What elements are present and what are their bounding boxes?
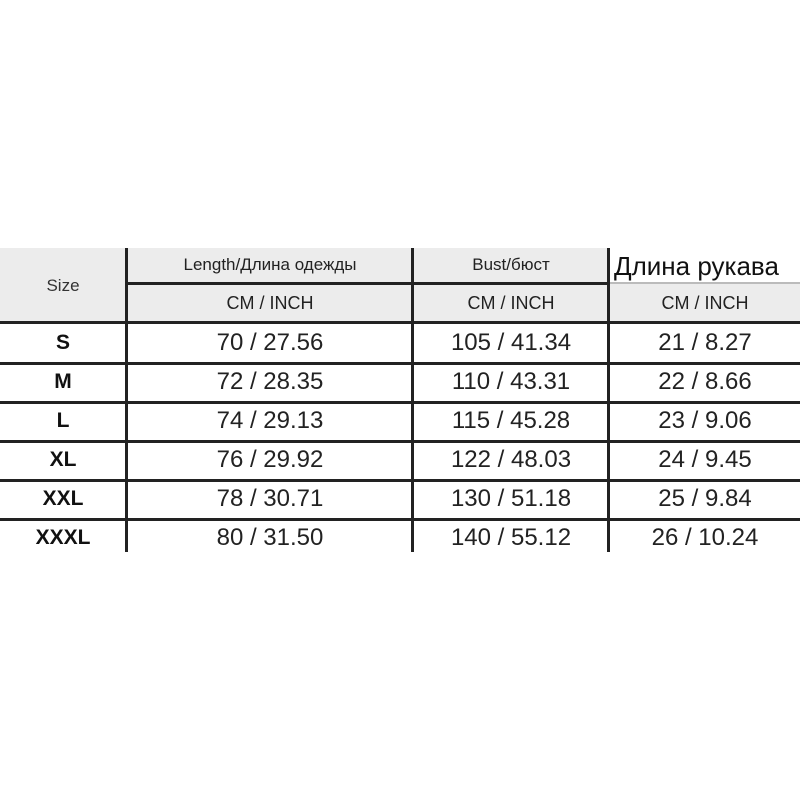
header-divider	[414, 282, 608, 285]
bust-cell: 115 / 45.28	[451, 407, 571, 434]
header-divider	[128, 282, 412, 285]
table-row	[0, 324, 800, 362]
table-row	[0, 363, 800, 401]
length-column-header: Length/Длина одежды	[183, 255, 357, 274]
size-cell: XXXL	[35, 526, 91, 549]
bust-cell: 140 / 55.12	[450, 524, 572, 551]
table-row	[0, 519, 800, 557]
bust-cell: 105 / 41.34	[450, 329, 572, 356]
sleeve-cell: 21 / 8.27	[658, 329, 752, 356]
bust-column-header: Bust/бюст	[472, 255, 550, 274]
size-cell: M	[54, 370, 72, 393]
sleeve-cell: 23 / 9.06	[658, 407, 752, 434]
size-cell: L	[56, 409, 70, 432]
bust-cell: 122 / 48.03	[450, 446, 572, 473]
size-cell: XXL	[42, 487, 84, 510]
length-cell: 74 / 29.13	[216, 407, 324, 434]
bust-cell: 130 / 51.18	[450, 485, 572, 512]
size-cell: S	[55, 331, 70, 354]
length-cell: 72 / 28.35	[216, 368, 324, 395]
bust-unit-header: CM / INCH	[467, 292, 555, 313]
length-cell: 76 / 29.92	[216, 446, 324, 473]
table-row	[0, 402, 800, 440]
size-cell: XL	[49, 448, 77, 471]
length-cell: 80 / 31.50	[216, 524, 324, 551]
bust-cell: 110 / 43.31	[451, 368, 571, 395]
table-header	[0, 248, 800, 324]
sleeve-column-header: Длина рукава	[610, 248, 800, 284]
sleeve-cell: 24 / 9.45	[658, 446, 752, 473]
header-divider	[610, 282, 800, 284]
length-cell: 78 / 30.71	[216, 485, 324, 512]
sleeve-cell: 25 / 9.84	[658, 485, 752, 512]
size-column-header: Size	[46, 276, 80, 295]
length-unit-header: CM / INCH	[226, 292, 314, 313]
table-row	[0, 480, 800, 518]
sleeve-cell: 26 / 10.24	[651, 524, 759, 551]
table-row	[0, 441, 800, 479]
length-cell: 70 / 27.56	[216, 329, 324, 356]
sleeve-cell: 22 / 8.66	[658, 368, 752, 395]
sleeve-unit-header: CM / INCH	[661, 292, 749, 313]
